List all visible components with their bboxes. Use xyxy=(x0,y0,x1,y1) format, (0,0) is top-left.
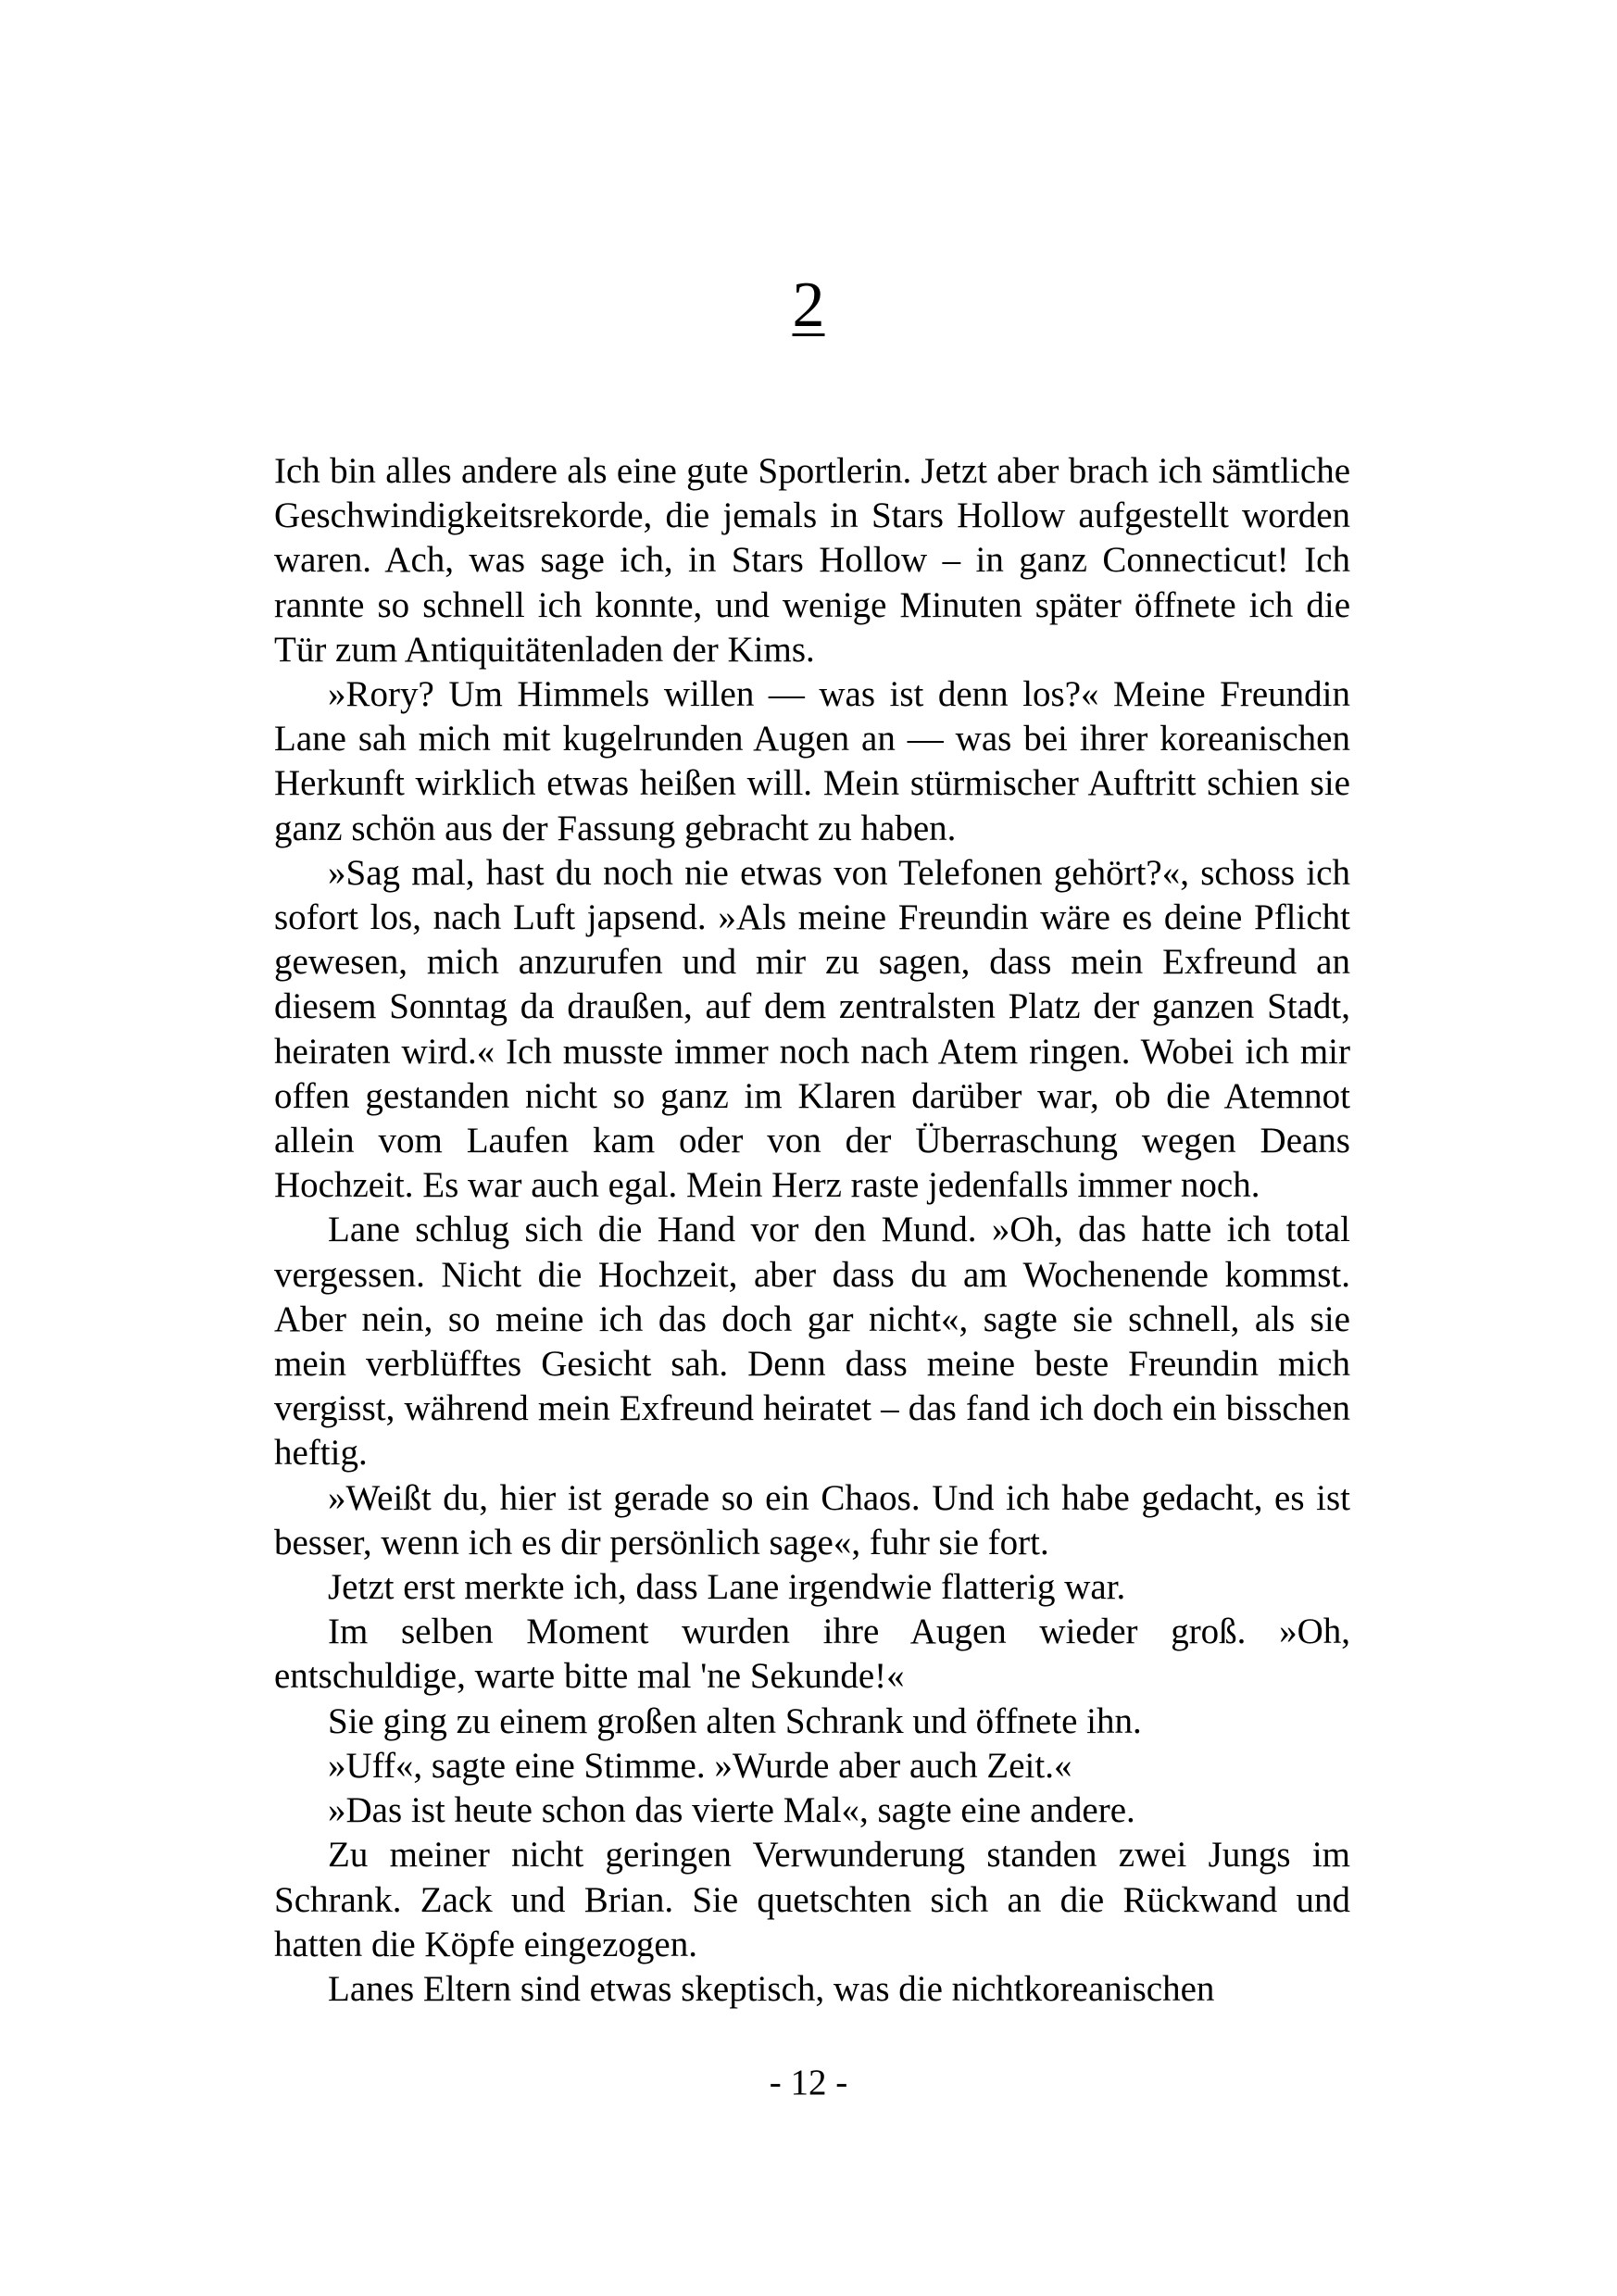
paragraph: Ich bin alles andere als eine gute Sportlerin. Jetzt aber brach ich sämtliche Geschwindigkeitsrekorde, die jemals in Stars Hollow aufgestellt worden waren. Ach, was sage ich, in Stars Hollow – in ganz Connecticut! Ich rannte so schnell ich konnte, und wenige Minuten später öffnete ich die Tür zum Antiquitätenladen der Kims. xyxy=(274,451,1350,670)
page-number: - 12 - xyxy=(769,2063,848,2102)
paragraph: Im selben Moment wurden ihre Augen wieder groß. »Oh, entschuldige, warte bitte mal 'ne Sekunde!« xyxy=(274,1612,1350,1697)
paragraph: Jetzt erst merkte ich, dass Lane irgendwie flatterig war. xyxy=(328,1567,1126,1608)
paragraph: Lanes Eltern sind etwas skeptisch, was die nichtkoreanischen xyxy=(328,1968,1215,2009)
paragraph: Sie ging zu einem großen alten Schrank und öffnete ihn. xyxy=(328,1700,1142,1741)
paragraph: »Sag mal, hast du noch nie etwas von Telefonen gehört?«, schoss ich sofort los, nach Luft japsend. »Als meine Freundin wäre es deine Pflicht gewesen, mich anzurufen und mir zu sagen, dass mein Exfreund an diesem Sonntag da draußen, auf dem zentralsten Platz der ganzen Stadt, heiraten wird.« Ich musste immer noch nach Atem ringen. Wobei ich mir offen gestanden nicht so ganz im Klaren darüber war, ob die Atemnot allein vom Laufen kam oder von der Überraschung wegen Deans Hochzeit. Es war auch egal. Mein Herz raste jedenfalls immer noch. xyxy=(274,852,1350,1206)
paragraph: Lane schlug sich die Hand vor den Mund. »Oh, das hatte ich total vergessen. Nicht die Hochzeit, aber dass du am Wochenende kommst. Aber nein, so meine ich das doch gar nicht«, sagte sie schnell, als sie mein verblüfftes Gesicht sah. Denn dass meine beste Freundin mich vergisst, während mein Exfreund heiratet – das fand ich doch ein bisschen heftig. xyxy=(274,1210,1350,1474)
paragraph: »Uff«, sagte eine Stimme. »Wurde aber auch Zeit.« xyxy=(328,1745,1072,1786)
body-text xyxy=(274,449,1350,2012)
paragraph: »Rory? Um Himmels willen — was ist denn los?« Meine Freundin Lane sah mich mit kugelrunden Augen an — was bei ihrer koreanischen Herkunft wirklich etwas heißen will. Mein stürmischer Auftritt schien sie ganz schön aus der Fassung gebracht zu haben. xyxy=(274,674,1350,848)
paragraph: »Weißt du, hier ist gerade so ein Chaos. Und ich habe gedacht, es ist besser, wenn ich es dir persönlich sage«, fuhr sie fort. xyxy=(274,1477,1350,1562)
paragraph: »Das ist heute schon das vierte Mal«, sagte eine andere. xyxy=(328,1790,1135,1831)
paragraph: Zu meiner nicht geringen Verwunderung standen zwei Jungs im Schrank. Zack und Brian. Sie quetschten sich an die Rückwand und hatten die Köpfe eingezogen. xyxy=(274,1835,1350,1964)
chapter-number: 2 xyxy=(792,270,825,341)
